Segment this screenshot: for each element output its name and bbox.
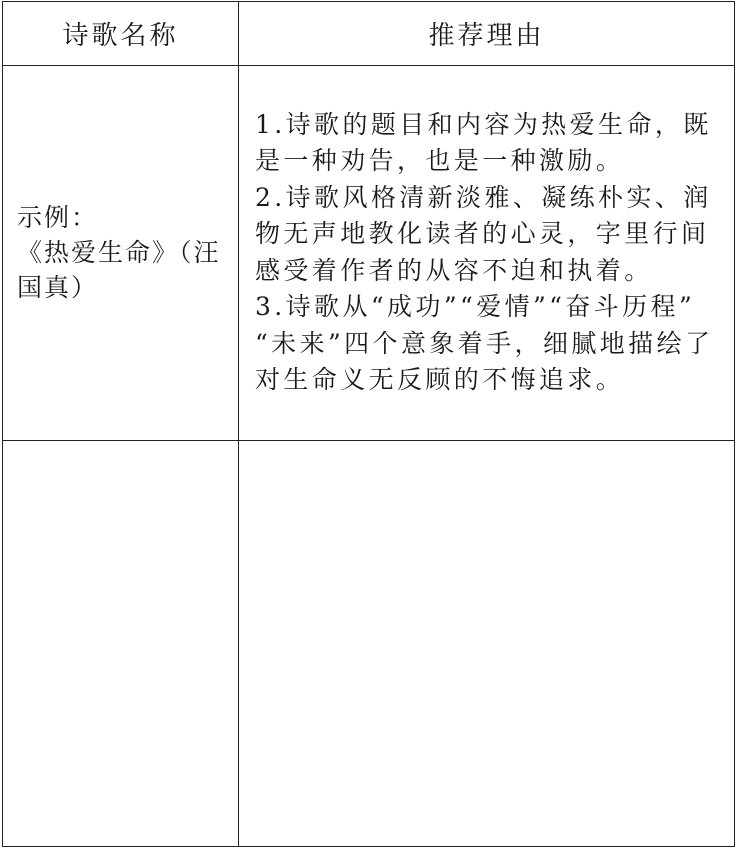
blank-answer-row [3,440,735,847]
blank-poem-name-cell[interactable] [3,440,239,847]
header-row [3,2,735,66]
example-author-line: 国真） [17,273,99,303]
header-poem-name: 诗歌名称 [3,2,239,66]
reason-line: 是一种劝告，也是一种激励。 [255,146,625,176]
poem-recommendation-table [2,1,735,847]
example-row [3,66,735,440]
header-recommend-reason: 推荐理由 [239,2,735,66]
reason-line: 对生命义无反顾的不悔追求。 [255,365,625,395]
reason-line: 物无声地教化读者的心灵，字里行间 [255,219,710,249]
example-label: 示例： [17,203,99,233]
reason-line: “未来”四个意象着手，细腻地描绘了 [255,328,714,358]
example-title-line: 《热爱生命》（汪 [17,238,221,268]
example-poem-name-cell [3,66,239,440]
example-reason-cell [239,66,735,440]
reason-line: 2.诗歌风格清新淡雅、凝练朴实、润 [255,182,712,212]
reason-line: 3.诗歌从“成功”“爱情”“奋斗历程” [255,292,696,322]
blank-reason-cell[interactable] [239,440,735,847]
reason-line: 感受着作者的从容不迫和执着。 [255,255,653,285]
reason-line: 1.诗歌的题目和内容为热爱生命，既 [255,109,712,139]
